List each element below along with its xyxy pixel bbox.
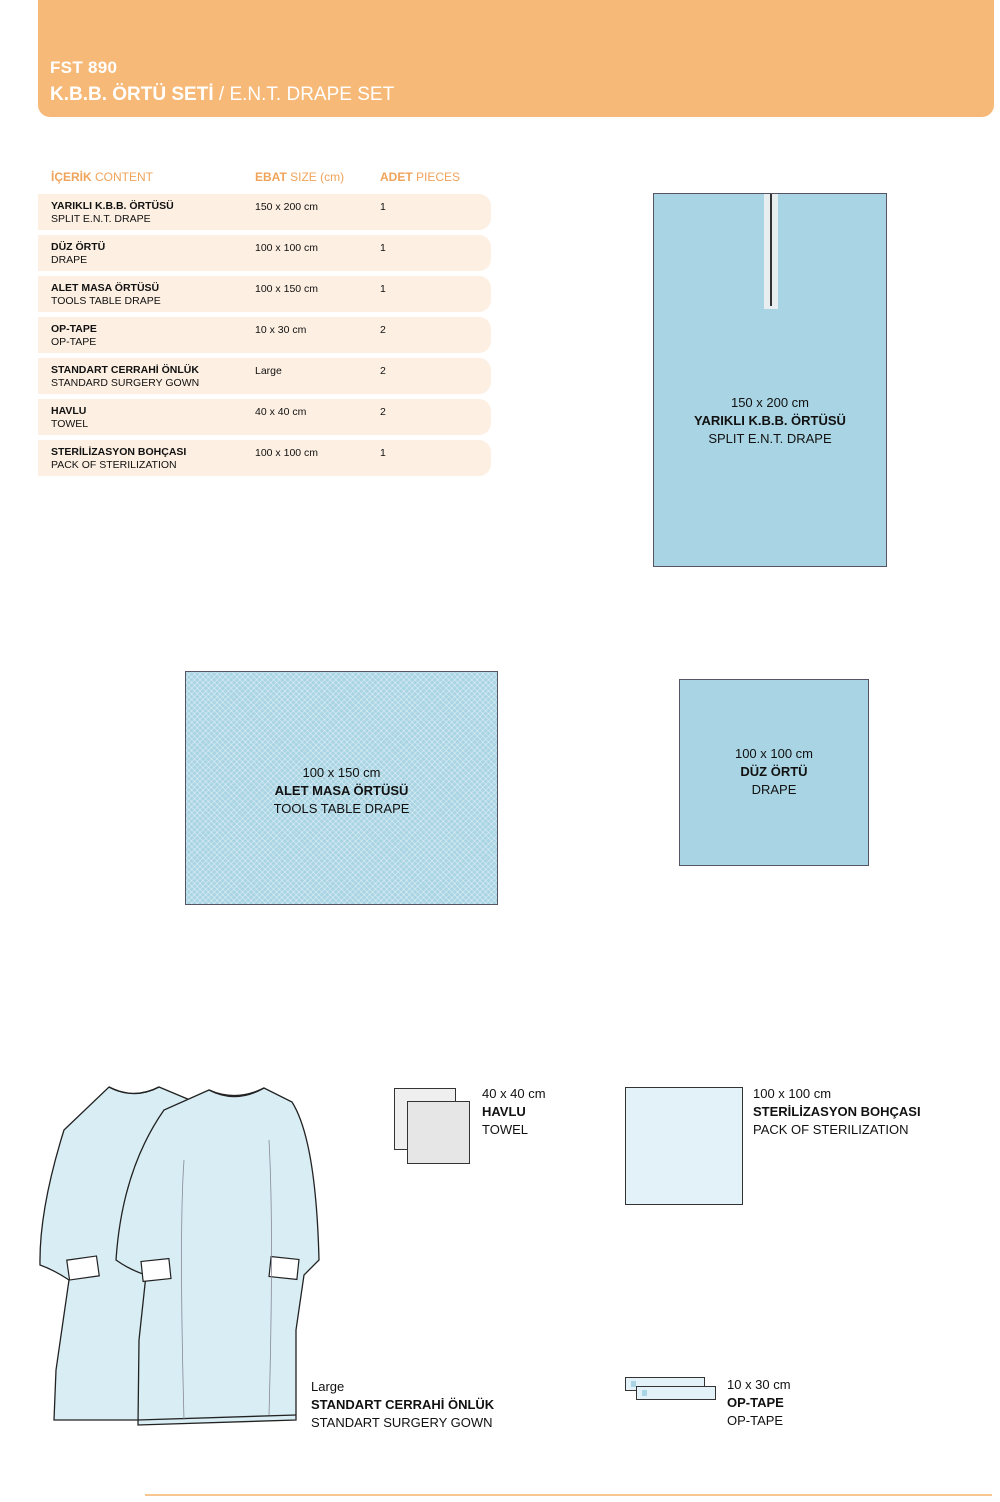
- table-row: [38, 358, 491, 394]
- row-name-en: TOOLS TABLE DRAPE: [51, 295, 161, 307]
- towel-label: 40 x 40 cm HAVLU TOWEL: [482, 1086, 546, 1137]
- split-drape-label: 150 x 200 cm YARIKLI K.B.B. ÖRTÜSÜ SPLIT E.N.T. DRAPE: [694, 395, 846, 446]
- table-row: [38, 276, 491, 312]
- row-size: 100 x 150 cm: [255, 283, 319, 295]
- tools-table-drape-label: 100 x 150 cm ALET MASA ÖRTÜSÜ TOOLS TABLE DRAPE: [273, 765, 410, 816]
- row-size: Large: [255, 365, 282, 377]
- table-row: [38, 440, 491, 476]
- row-size: 100 x 100 cm: [255, 242, 319, 254]
- column-header-pieces: ADET PIECES: [380, 170, 461, 184]
- sterilization-pack-illustration: [625, 1087, 743, 1205]
- row-name-en: TOWEL: [51, 418, 89, 430]
- row-size: 150 x 200 cm: [255, 201, 319, 213]
- gown-illustration: [34, 1080, 324, 1430]
- op-tape-label: 10 x 30 cm OP-TAPE OP-TAPE: [727, 1377, 791, 1428]
- row-pieces: 1: [380, 283, 386, 295]
- gown-label: Large STANDART CERRAHİ ÖNLÜK STANDART SURGERY GOWN: [311, 1379, 495, 1430]
- column-header-size: EBAT SIZE (cm): [255, 170, 345, 184]
- row-name-en: PACK OF STERILIZATION: [51, 459, 177, 471]
- towel-front-illustration: [407, 1101, 470, 1164]
- split-drape-illustration: [653, 193, 887, 567]
- drape-label: 100 x 100 cm DÜZ ÖRTÜ DRAPE: [734, 746, 814, 797]
- row-name-en: DRAPE: [51, 254, 88, 266]
- title-tr: K.B.B. ÖRTÜ SETİ: [50, 84, 214, 105]
- row-name-en: STANDARD SURGERY GOWN: [51, 377, 200, 389]
- row-name-tr: HAVLU: [51, 405, 87, 417]
- drape-illustration: [679, 679, 869, 866]
- footer-rule: [145, 1494, 992, 1496]
- sterilization-pack-label: 100 x 100 cm STERİLİZASYON BOHÇASI PACK OF STERILIZATION: [753, 1086, 921, 1137]
- title-separator: /: [213, 84, 230, 105]
- title-en: E.N.T. DRAPE SET: [229, 84, 395, 105]
- table-row: [38, 317, 491, 353]
- row-size: 40 x 40 cm: [255, 406, 307, 418]
- row-pieces: 1: [380, 242, 386, 254]
- column-header-content: İÇERİK CONTENT: [51, 170, 154, 184]
- op-tape-front-illustration: [636, 1386, 716, 1400]
- row-pieces: 1: [380, 201, 386, 213]
- table-row: [38, 194, 491, 230]
- row-size: 10 x 30 cm: [255, 324, 307, 336]
- row-pieces: 2: [380, 365, 386, 377]
- row-name-tr: STANDART CERRAHİ ÖNLÜK: [51, 364, 199, 376]
- tools-table-drape-illustration: [185, 671, 498, 905]
- header-band: [38, 0, 994, 117]
- row-name-en: SPLIT E.N.T. DRAPE: [51, 213, 151, 225]
- product-title: [50, 84, 394, 106]
- split-slit-line: [770, 194, 772, 306]
- row-name-tr: YARIKLI K.B.B. ÖRTÜSÜ: [51, 200, 174, 212]
- row-name-tr: DÜZ ÖRTÜ: [51, 241, 106, 253]
- row-name-en: OP-TAPE: [51, 336, 97, 348]
- row-size: 100 x 100 cm: [255, 447, 319, 459]
- row-pieces: 2: [380, 406, 386, 418]
- product-code: FST 890: [50, 58, 118, 77]
- row-pieces: 1: [380, 447, 386, 459]
- row-name-tr: ALET MASA ÖRTÜSÜ: [51, 282, 160, 294]
- row-name-tr: OP-TAPE: [51, 323, 97, 335]
- table-row: [38, 235, 491, 271]
- table-row: [38, 399, 491, 435]
- row-name-tr: STERİLİZASYON BOHÇASI: [51, 446, 187, 458]
- row-pieces: 2: [380, 324, 386, 336]
